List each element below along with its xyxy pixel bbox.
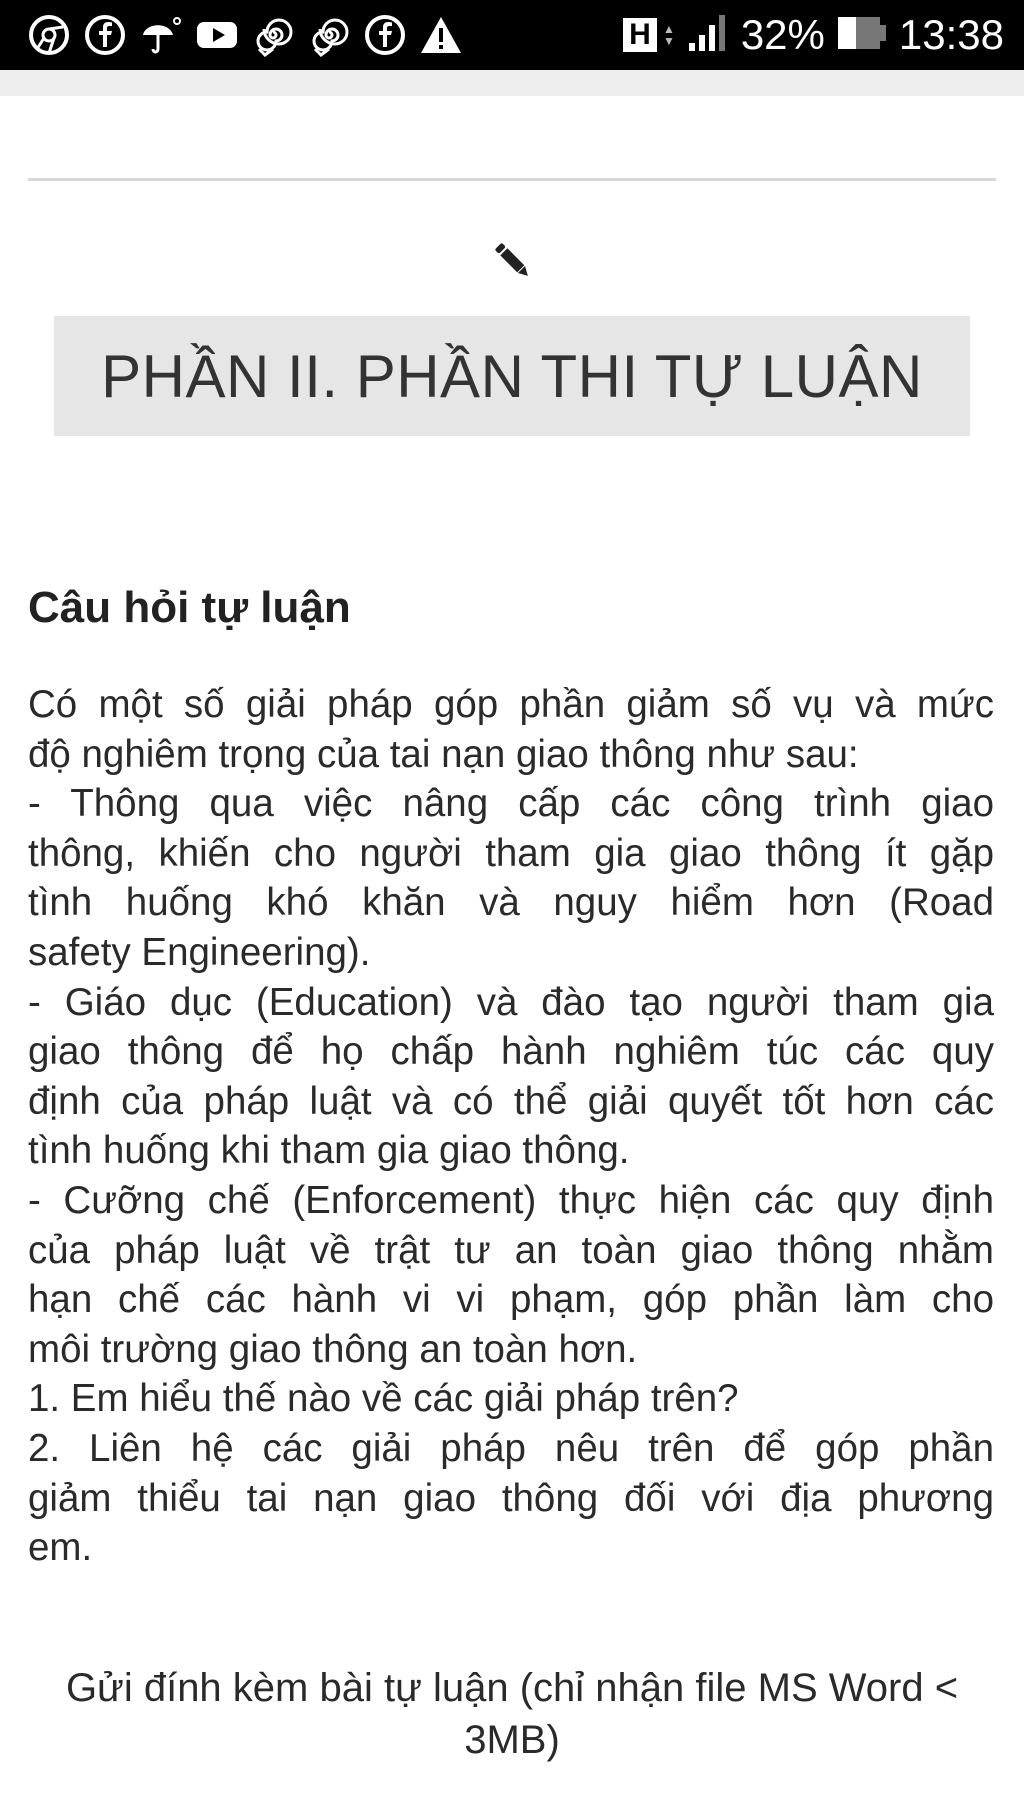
- system-status: [623, 11, 1024, 59]
- question-text-line: định của pháp luật và có thể giải quyết tốt hơn các: [28, 1079, 994, 1123]
- facebook-icon: [362, 12, 408, 58]
- question-text-line: 1. Em hiểu thế nào về các giải pháp trên?: [28, 1377, 739, 1421]
- clock: 13:38: [898, 11, 1004, 58]
- question-body: [28, 680, 994, 1573]
- attachment-label: Gửi đính kèm bài tự luận (chỉ nhận file MS Word < 3MB): [65, 1666, 959, 1762]
- pencil-icon[interactable]: [492, 240, 534, 282]
- question-text-line: - Giáo dục (Education) và đào tạo người tham gia: [28, 980, 994, 1024]
- question-text-line: em.: [28, 1526, 93, 1570]
- status-bar: [0, 0, 1024, 70]
- question-text-line: giảm thiểu tai nạn giao thông đối với địa phương: [28, 1476, 994, 1520]
- divider: [28, 178, 996, 181]
- question-text-line: tình huống khó khăn và nguy hiểm hơn (Road: [28, 881, 994, 925]
- network-type-indicator: H: [623, 18, 657, 52]
- section-title: PHẦN II. PHẦN THI TỰ LUẬN: [54, 316, 970, 436]
- warning-icon: [418, 12, 464, 58]
- umbrella-weather-icon: [138, 12, 184, 58]
- question-text-line: - Thông qua việc nâng cấp các công trình giao: [28, 782, 994, 826]
- data-activity-icon: ▲ ▼: [662, 22, 675, 48]
- question-text-line: Có một số giải pháp góp phần giảm số vụ và mức: [28, 683, 994, 726]
- question-text-line: 2. Liên hệ các giải pháp nêu trên để góp phần: [28, 1426, 994, 1470]
- chrome-icon: [26, 12, 72, 58]
- question-text-line: tình huống khi tham gia giao thông.: [28, 1129, 630, 1173]
- page-top-strip: [0, 70, 1024, 96]
- question-text-line: giao thông để họ chấp hành nghiêm túc các quy: [28, 1030, 994, 1074]
- question-text-line: hạn chế các hành vi vi phạm, góp phần làm cho: [28, 1278, 994, 1322]
- question-text-line: môi trường giao thông an toàn hơn.: [28, 1327, 638, 1371]
- spiral-icon: [250, 12, 296, 58]
- question-text-line: thông, khiến cho người tham gia giao thông ít gặp: [28, 831, 994, 875]
- question-text-line: - Cưỡng chế (Enforcement) thực hiện các quy định: [28, 1178, 994, 1222]
- notification-icons: [0, 12, 464, 58]
- question-title: Câu hỏi tự luận: [28, 583, 351, 632]
- youtube-icon: [194, 12, 240, 58]
- question-text-line: của pháp luật về trật tư an toàn giao thông nhằm: [28, 1228, 994, 1272]
- question-text-line: safety Engineering).: [28, 930, 371, 974]
- signal-strength-icon: [687, 13, 729, 58]
- battery-icon: [837, 15, 887, 56]
- spiral-icon: [306, 12, 352, 58]
- question-text-line: độ nghiêm trọng của tai nạn giao thông như sau:: [28, 732, 859, 776]
- facebook-icon: [82, 12, 128, 58]
- battery-percentage: 32%: [740, 11, 825, 58]
